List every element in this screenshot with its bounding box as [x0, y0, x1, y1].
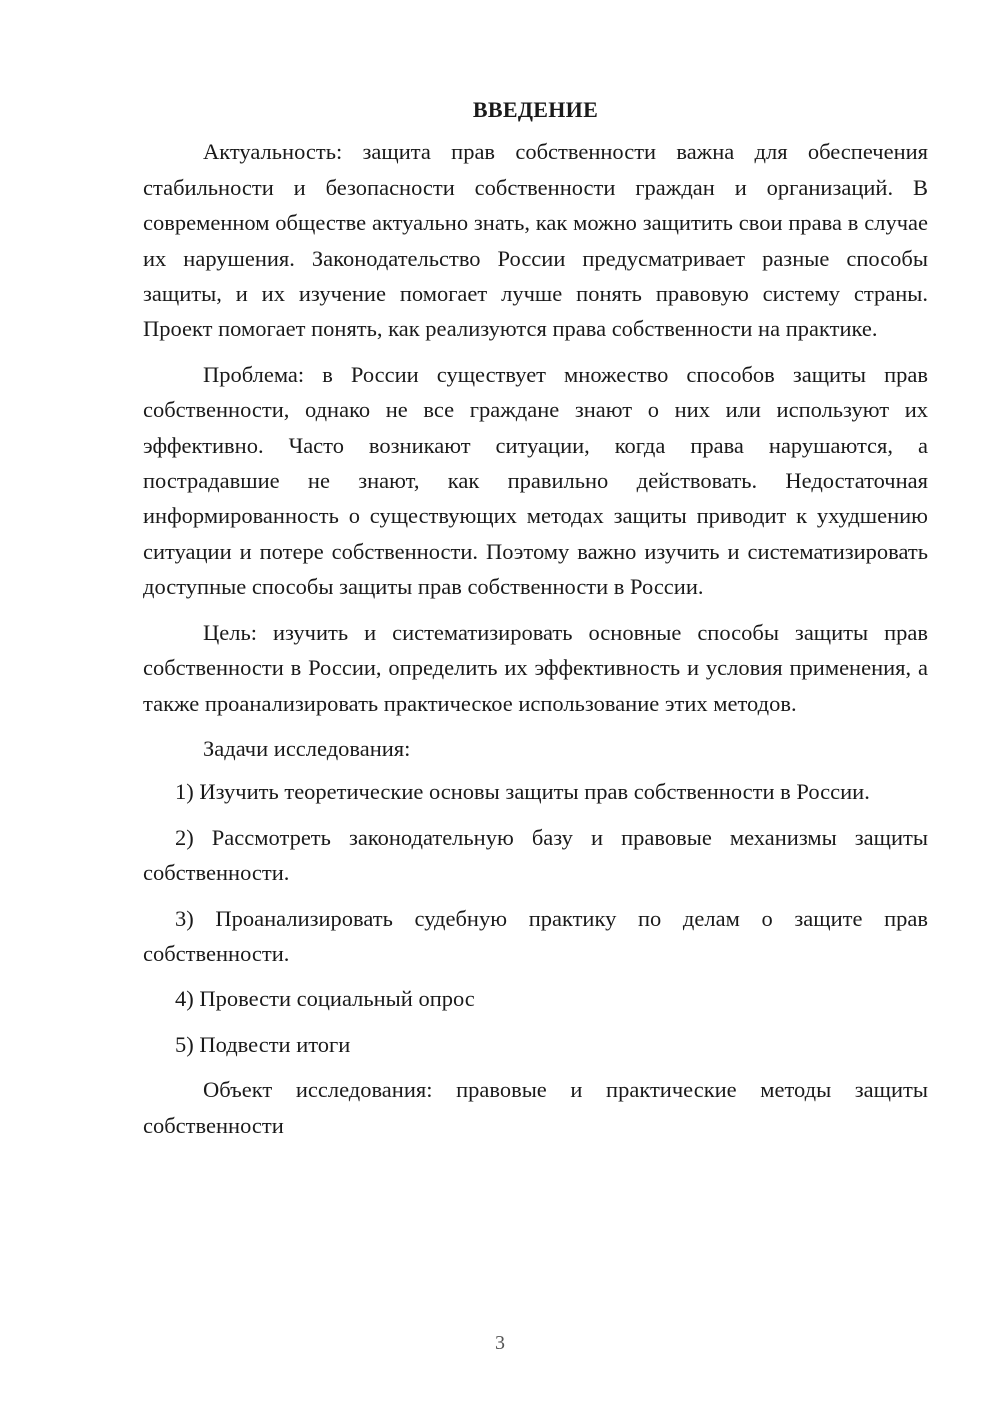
paragraph-object: Объект исследования: правовые и практические методы защиты собственности — [143, 1077, 928, 1138]
section-title: ВВЕДЕНИЕ — [472, 97, 599, 122]
page-number: 3 — [495, 1332, 505, 1354]
paragraph-relevance: Актуальность: защита прав собственности важна для обеспечения стабильности и безопасности собственности граждан и организаций. В современном обществе актуально знать, как можно защитить свои права в случае их нарушения. Законодательство России предусматривает разные способы защиты, и их изучение помогает лучше понять правовую систему страны. Проект помогает понять, как реализуются права собственности на практике. — [143, 139, 928, 342]
task-item-4: 4) Провести социальный опрос — [175, 986, 475, 1012]
paragraph-problem: Проблема: в России существует множество способов защиты прав собственности, однако не все граждане знают о них или используют их эффективно. Часто возникают ситуации, когда права нарушаются, а пострадавшие не знают, как правильно действовать. Недостаточная информированность о существующих методах защиты приводит к ухудшению ситуации и потере собственности. Поэтому важно изучить и систематизировать доступные способы защиты прав собственности в России. — [143, 361, 928, 600]
task-item-5: 5) Подвести итоги — [175, 1031, 351, 1057]
task-item-2: 2) Рассмотреть законодательную базу и правовые механизмы защиты собственности. — [143, 824, 928, 886]
task-item-3: 3) Проанализировать судебную практику по делам о защите прав собственности. — [143, 905, 928, 966]
task-item-1: 1) Изучить теоретические основы защиты прав собственности в России. — [175, 779, 870, 805]
document-page — [143, 92, 928, 1153]
paragraph-tasks-heading: Задачи исследования: — [203, 735, 411, 761]
paragraph-goal: Цель: изучить и систематизировать основные способы защиты прав собственности в России, определить их эффективность и условия применения, а также проанализировать практическое использование этих методов. — [143, 619, 928, 716]
